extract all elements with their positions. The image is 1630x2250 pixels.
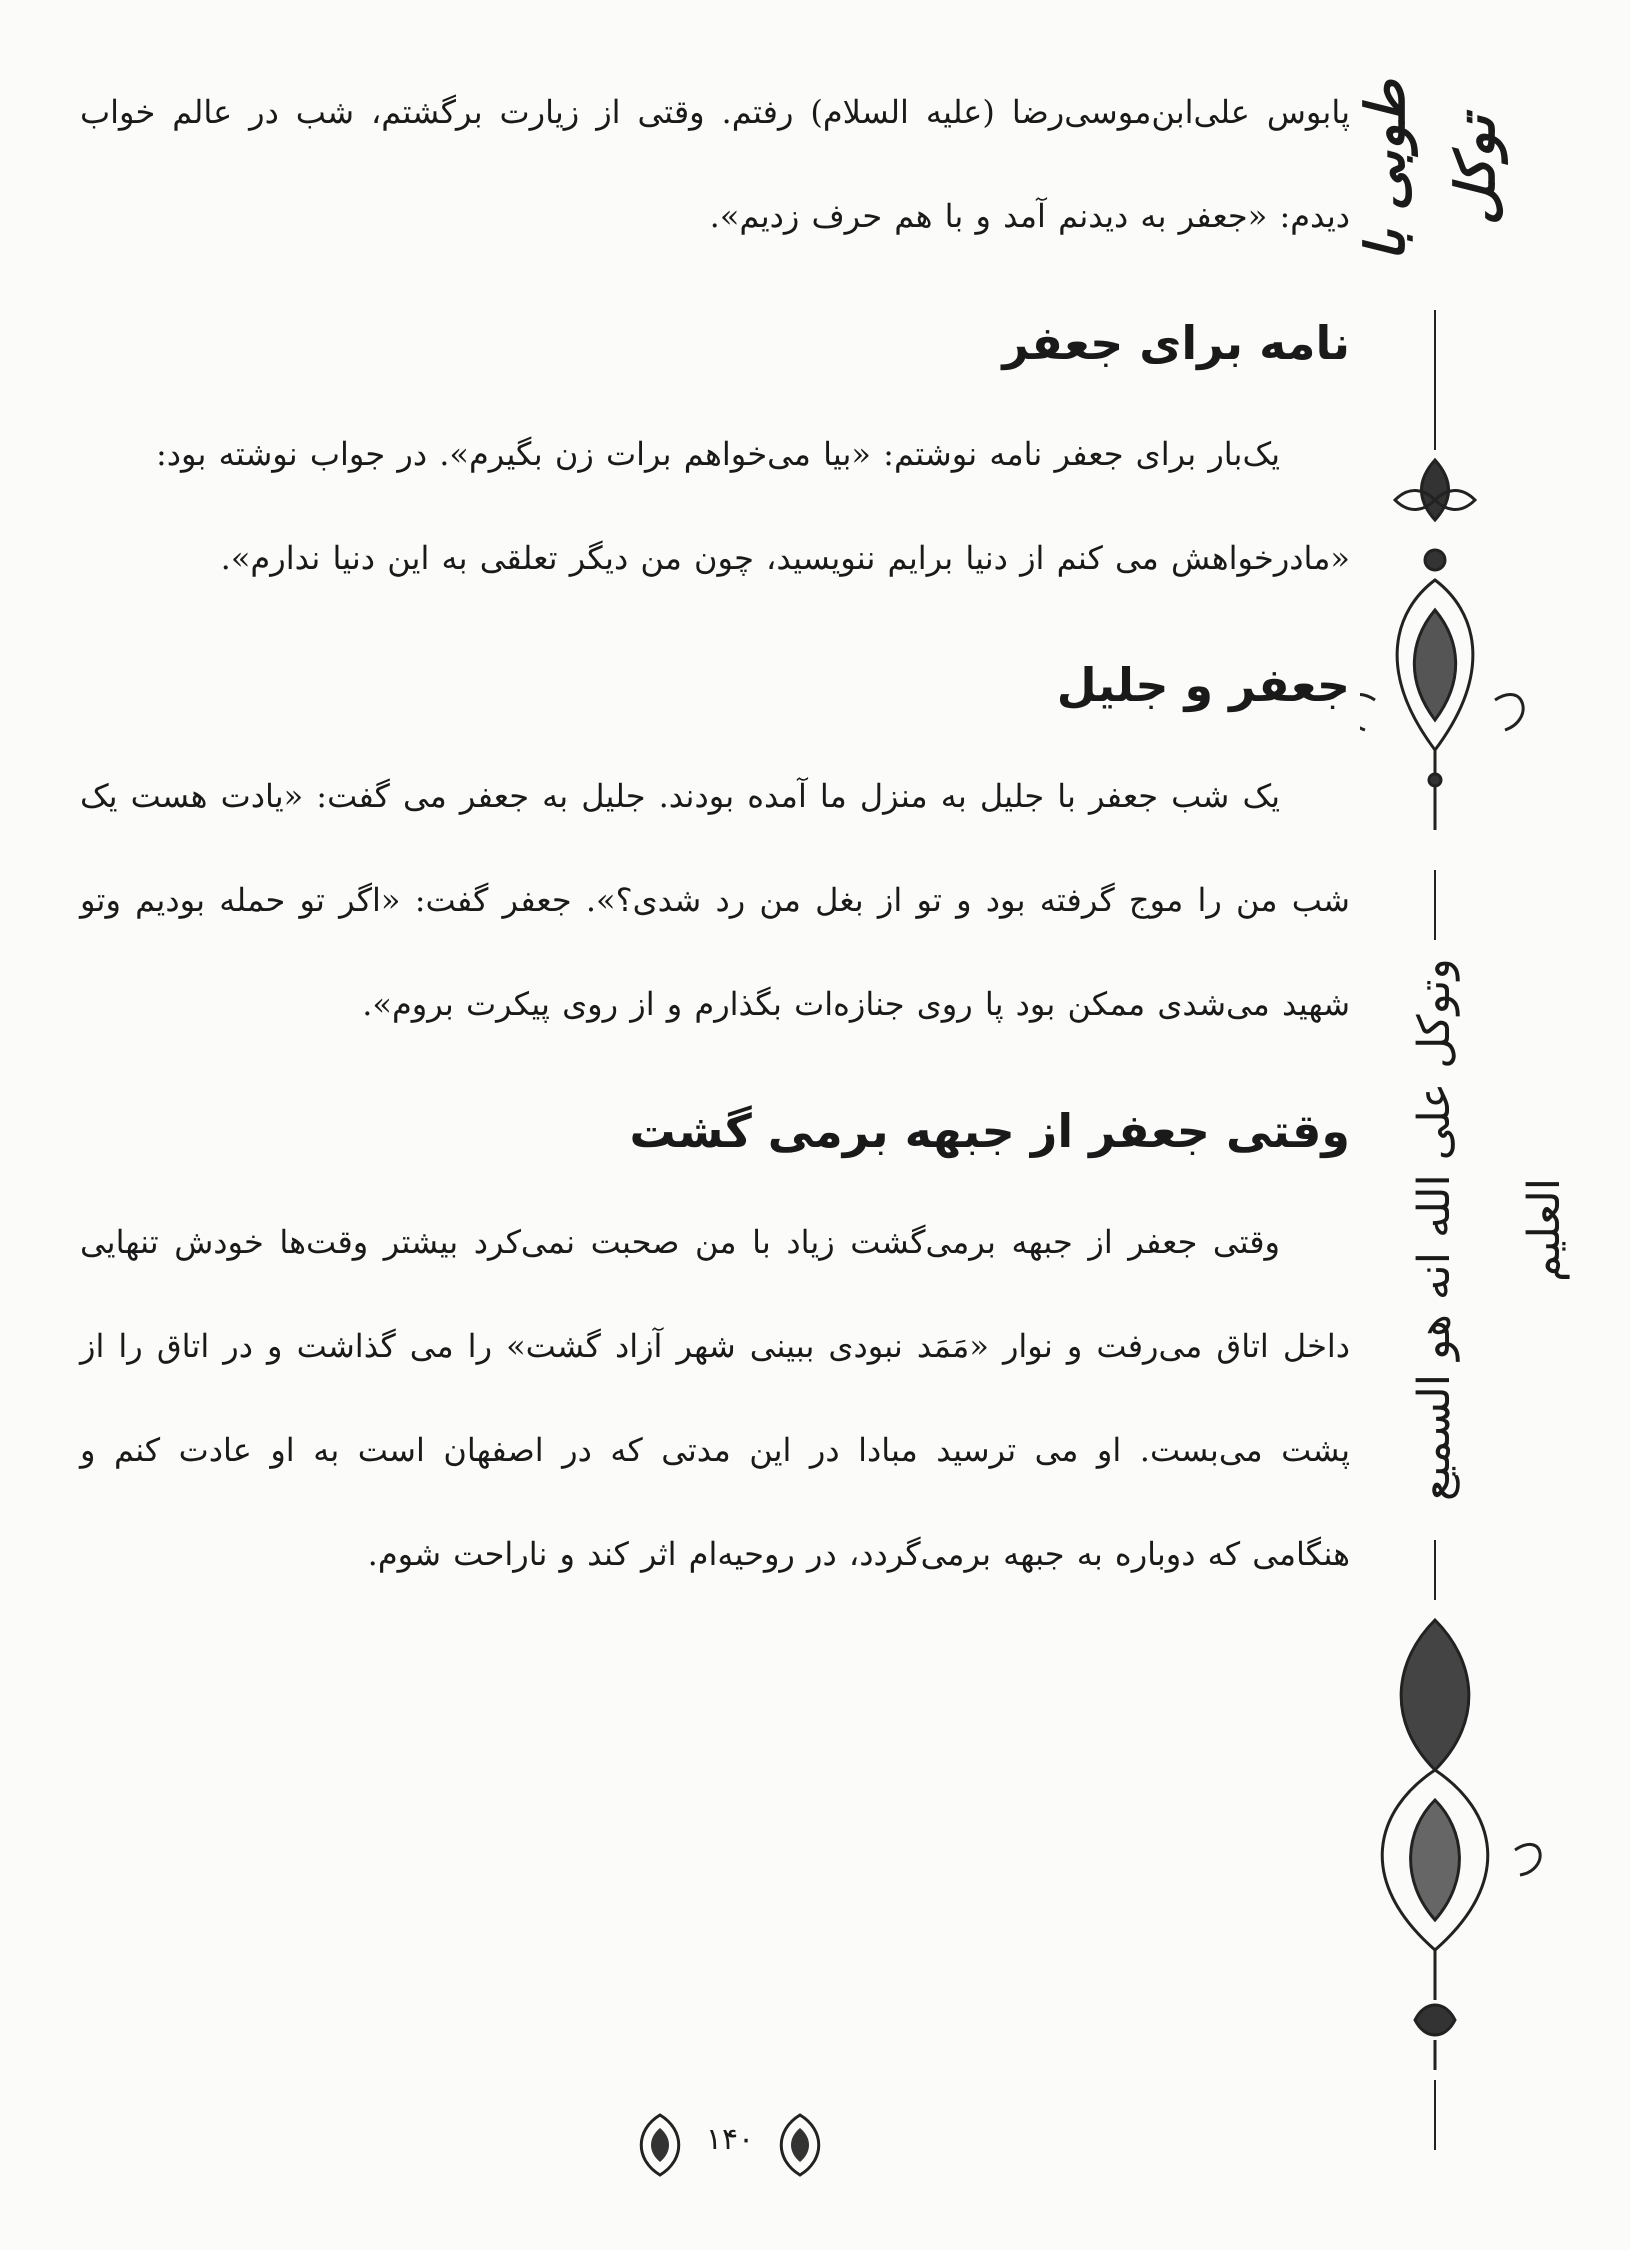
paragraph-5: وقتی جعفر از جبهه برمی‌گشت زیاد با من صحبت نمی‌کرد بیشتر وقت‌ها خودش تنهایی داخل اتاق می‌رفت و نوار «مَمَد نبودی ببینی شهر آزاد گشت» را می گذاشت و در اتاق را از پشت می‌بست. او می ترسید مبادا در این مدتی که در اصفهان است به او عادت کنم و هنگامی که دوباره به جبهه برمی‌گردد، در روحیه‌ام اثر کند و ناراحت شوم. [80,1223,1351,1573]
paragraph-1: پابوس علی‌ابن‌موسی‌رضا (علیه السلام) رفتم. وقتی از زیارت برگشتم، شب در عالم خواب دیدم: «جعفر به دیدنم آمد و با هم حرف زدیم». [80,93,1350,235]
paragraph-2: یک‌بار برای جعفر نامه نوشتم: «بیا می‌خواهم برات زن بگیرم». در جواب نوشته بود: [155,435,1280,473]
floral-ornament-icon [630,2110,690,2180]
floral-ornament-icon [1360,460,1523,830]
heading-letter-to-jafar: نامه برای جعفر [1002,316,1350,370]
main-text-column [80,60,1350,1606]
quran-verse-calligraphy: وتوکل علی الله انه هو السمیع العلیم [1409,958,1570,1502]
page-number: ۱۴۰ [705,2122,755,2157]
floral-ornament-icon [770,2110,830,2180]
heading-return-from-front: وقتی جعفر از جبهه برمی گشت [629,1104,1350,1158]
heading-jafar-and-jalil: جعفر و جلیل [1056,658,1350,712]
paragraph-3: «مادرخواهش می کنم از دنیا برایم ننویسید، چون من دیگر تعلقی به این دنیا ندارم». [220,539,1350,577]
book-title-calligraphy: طوبی با توکل [1353,79,1507,261]
page-footer [630,2110,830,2180]
floral-ornament-icon [1360,1620,1540,2070]
paragraph-4: یک شب جعفر با جلیل به منزل ما آمده بودند. جلیل به جعفر می گفت: «یادت هست یک شب من را موج گرفته بود و تو از بغل من رد شدی؟». جعفر گفت: «اگر تو حمله بودیم وتو شهید می‌شدی ممکن بود پا روی جنازه‌ات بگذارم و از روی پیکرت بروم». [80,777,1350,1023]
